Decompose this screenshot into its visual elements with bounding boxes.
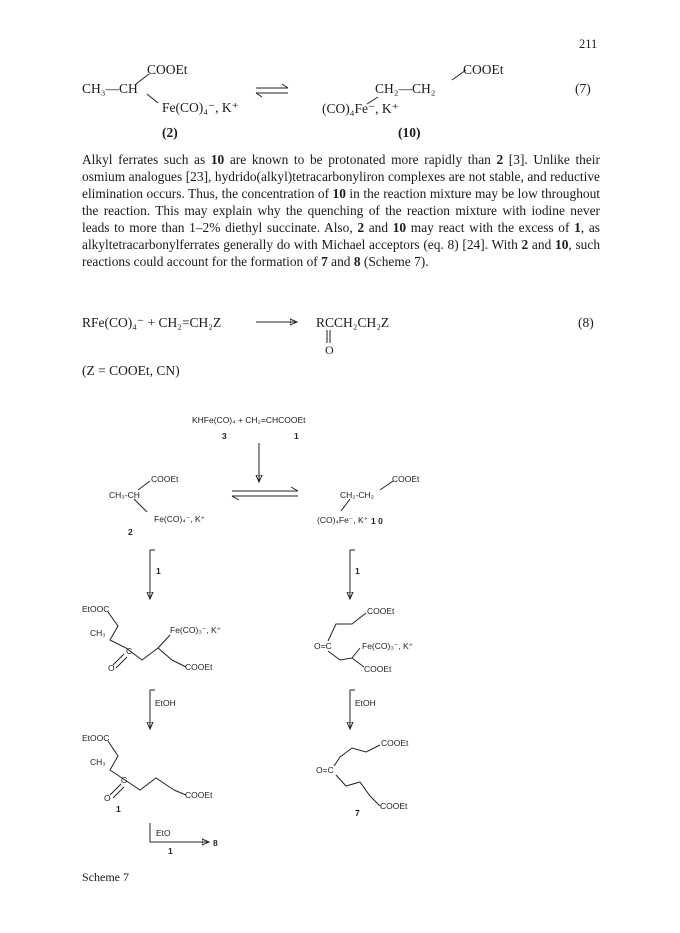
scheme-botleft-etooc: EtOOC xyxy=(82,733,110,743)
scheme-midright-chain-top xyxy=(328,613,366,641)
scheme-midleft-chain xyxy=(108,612,172,660)
scheme-left-chch: CH₃-CH xyxy=(109,490,140,500)
scheme-midleft-co-a xyxy=(113,654,124,665)
scheme-midleft-o: O xyxy=(108,663,115,673)
scheme-botright-cooet-bot: COOEt xyxy=(380,801,408,811)
scheme-eq-bottom-head xyxy=(232,496,239,500)
scheme-eq-top-head xyxy=(291,487,298,491)
scheme-right-chch: CH₂-CH₂ xyxy=(340,490,374,500)
scheme-botright-oc: O=C xyxy=(316,765,334,775)
eq7-left-fe: Fe(CO)₄⁻, K⁺ xyxy=(162,100,239,115)
eq7-equilibrium-top-head xyxy=(282,84,288,88)
eq7-number: (7) xyxy=(575,81,591,96)
scheme-midright-chain-bot xyxy=(328,651,364,667)
scheme-midright-cooet-top: COOEt xyxy=(367,606,395,616)
scheme-botleft-chain xyxy=(108,741,174,790)
scheme-botleft-co-a xyxy=(110,784,121,795)
scheme-midleft-co-b xyxy=(116,657,127,668)
scheme-left-fe: Fe(CO)₄⁻, K⁺ xyxy=(154,514,206,524)
scheme-arrow-left-etoh: EtOH xyxy=(155,698,176,708)
scheme-right-bond-up xyxy=(380,481,393,490)
scheme-final-reagent: EtO xyxy=(156,828,171,838)
eq7-bond-left-down xyxy=(147,94,158,103)
scheme-arrow-right-etoh: EtOH xyxy=(355,698,376,708)
eq7-left-label: (2) xyxy=(162,125,178,140)
eq8-condition: (Z = COOEt, CN) xyxy=(82,363,180,378)
eq7-right-chain: CH₂—CH₂ xyxy=(375,81,436,96)
eq8-product: RCCH₂CH₂Z xyxy=(316,315,390,330)
scheme-right-label: 1 0 xyxy=(371,516,383,526)
eq7-left-methyl: CH₃—CH xyxy=(82,81,138,96)
eq7-left-cooet: COOEt xyxy=(147,62,188,77)
eq7-bond-right-up xyxy=(452,70,466,80)
scheme-final-reagent-label: 1 xyxy=(168,846,173,856)
scheme-label-1: 1 xyxy=(294,431,299,441)
scheme-botright-chain-top xyxy=(334,745,380,766)
scheme-left-label: 2 xyxy=(128,527,133,537)
eq7-right-cooet: COOEt xyxy=(463,62,504,77)
eq7-bond-left-up xyxy=(136,74,149,84)
scheme-midleft-cooet: COOEt xyxy=(185,662,213,672)
scheme-left-bond-up xyxy=(138,481,150,490)
scheme-top-reagents: KHFe(CO)₄ + CH₂=CHCOOEt xyxy=(192,415,306,425)
scheme-botright-chain-bot xyxy=(336,775,380,806)
eq8-carbonyl-o: O xyxy=(325,343,334,357)
scheme-caption: Scheme 7 xyxy=(82,870,129,884)
eq7-right-fe: (CO)₄Fe⁻, K⁺ xyxy=(322,101,399,116)
scheme-midright-cooet-bot: COOEt xyxy=(364,664,392,674)
eq7-right-label: (10) xyxy=(398,125,421,140)
scheme-botright-label: 7 xyxy=(355,808,360,818)
eq7-bond-right-down xyxy=(367,97,378,104)
eq8-reactants: RFe(CO)₄⁻ + CH₂=CH₂Z xyxy=(82,315,222,330)
scheme-botleft-cooet-bond xyxy=(174,790,186,795)
scheme-botleft-c: C xyxy=(121,775,128,785)
scheme-right-cooet: COOEt xyxy=(392,474,420,484)
scheme-final-arrow-path xyxy=(150,823,205,842)
scheme-botleft-o: O xyxy=(104,793,111,803)
eq7-equilibrium-bottom-head xyxy=(256,93,262,97)
scheme-final-product: 8 xyxy=(213,838,218,848)
scheme-arrow-left-1: 1 xyxy=(156,566,161,576)
scheme-midleft-cooet-bond xyxy=(172,660,186,667)
scheme-midleft-ch3: CH₃ xyxy=(90,628,106,638)
scheme-midleft-fe-bond xyxy=(158,635,170,648)
scheme-midleft-fe: Fe(CO)₃⁻, K⁺ xyxy=(170,625,222,635)
eq8-number: (8) xyxy=(578,315,594,330)
scheme-botleft-cooet: COOEt xyxy=(185,790,213,800)
scheme-botleft-label: 1 xyxy=(116,804,121,814)
scheme-midright-fe: Fe(CO)₃⁻, K⁺ xyxy=(362,641,414,651)
scheme-left-cooet: COOEt xyxy=(151,474,179,484)
scheme-left-bond-down xyxy=(134,499,147,512)
scheme-midleft-etooc: EtOOC xyxy=(82,604,110,614)
scheme-botright-cooet-top: COOEt xyxy=(381,738,409,748)
scheme-arrow-right-1: 1 xyxy=(355,566,360,576)
scheme-botleft-co-b xyxy=(113,787,124,798)
scheme-right-bond-down xyxy=(341,499,350,511)
scheme-label-3: 3 xyxy=(222,431,227,441)
body-paragraph: Alkyl ferrates such as 10 are known to be protonated more rapidly than 2 [3]. Unlike their osmium analogues [23], hydrido(alkyl)tetracarbonyliron complexes are not stable, and reductive elimination occurs. Thus, the concentration of 10 in the reaction mixture may be low throughout the reaction. This may explain why the quenching of the reaction mixture with iodine never leads to more than 1–2% diethyl succinate. Also, 2 and 10 may react with the excess of 1, as alkyltetracarbonylferrates generally do with Michael acceptors (eq. 8) [24]. With 2 and 10, such reactions could account for the formation of 7 and 8 (Scheme 7). xyxy=(82,152,601,269)
scheme-right-fe: (CO)₄Fe⁻, K⁺ xyxy=(317,515,369,525)
scheme-midright-oc: O=C xyxy=(314,641,332,651)
scheme-botleft-ch3: CH₃ xyxy=(90,757,106,767)
scheme-midright-fe-bond xyxy=(352,648,360,658)
page-number: 211 xyxy=(579,37,598,51)
scheme-midleft-c: C xyxy=(126,646,133,656)
